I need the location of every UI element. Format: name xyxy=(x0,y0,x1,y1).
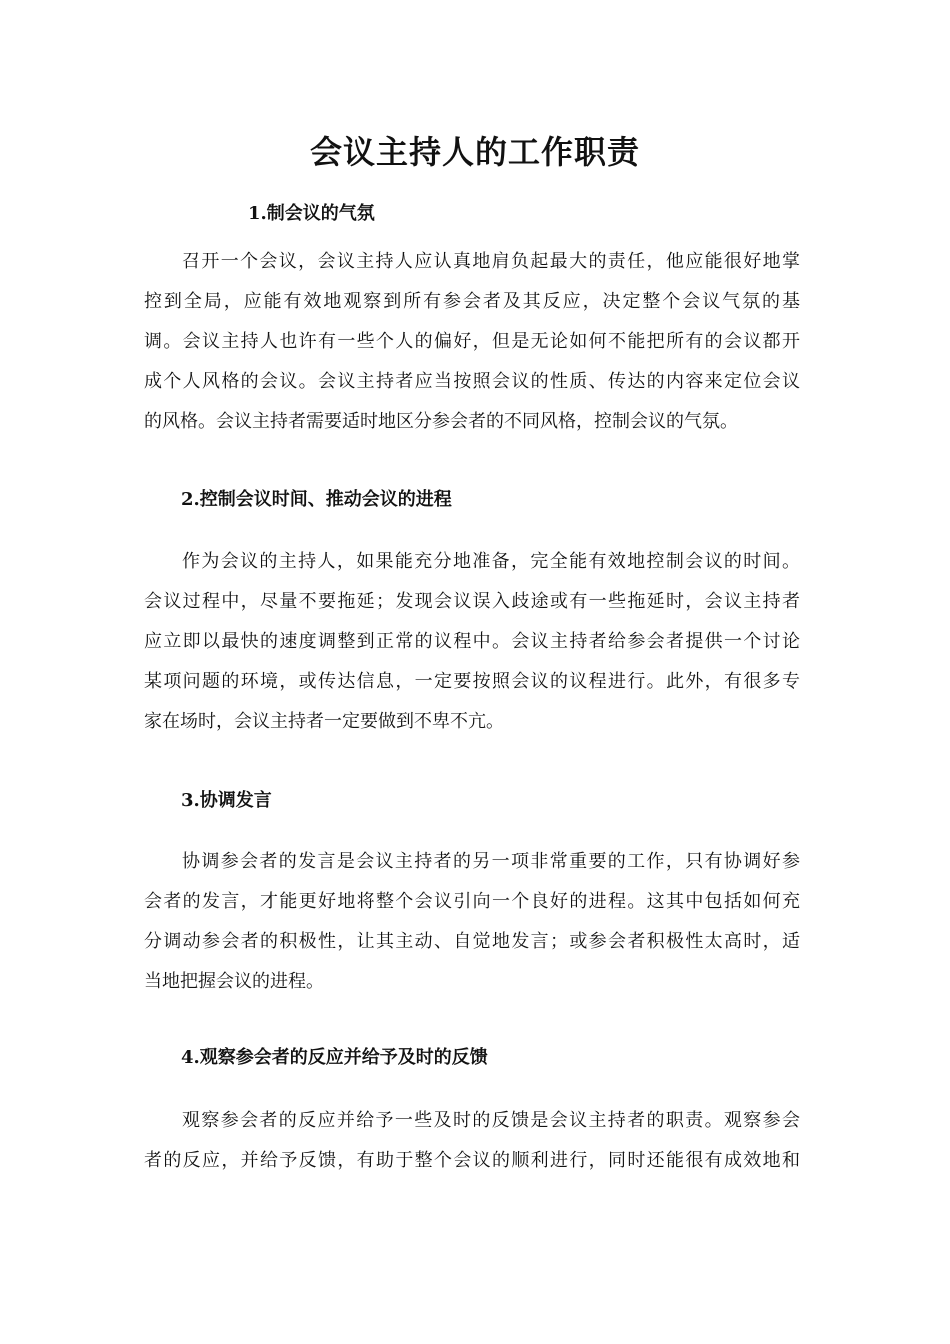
paragraph-line: 协调参会者的发言是会议主持者的另一项非常重要的工作，只有协调好参 xyxy=(182,851,800,872)
paragraph-line: 某项问题的环境，或传达信息，一定要按照会议的议程进行。此外，有很多专 xyxy=(144,671,800,692)
section-heading-2: 2.控制会议时间、推动会议的进程 xyxy=(181,489,452,510)
document-title: 会议主持人的工作职责 xyxy=(309,133,640,171)
paragraph-line: 会者的发言，才能更好地将整个会议引向一个良好的进程。这其中包括如何充 xyxy=(144,891,800,912)
section-paragraph-4 xyxy=(144,1101,800,1181)
section-paragraph-1 xyxy=(144,242,800,442)
paragraph-line: 家在场时，会议主持者一定要做到不卑不亢。 xyxy=(144,711,504,732)
paragraph-line: 应立即以最快的速度调整到正常的议程中。会议主持者给参会者提供一个讨论 xyxy=(144,631,800,652)
paragraph-line: 调。会议主持人也许有一些个人的偏好，但是无论如何不能把所有的会议都开 xyxy=(144,331,800,352)
paragraph-line: 会议过程中，尽量不要拖延；发现会议误入歧途或有一些拖延时，会议主持者 xyxy=(144,591,800,612)
paragraph-line: 控到全局，应能有效地观察到所有参会者及其反应，决定整个会议气氛的基 xyxy=(144,291,800,312)
section-paragraph-3 xyxy=(144,842,800,1002)
paragraph-line: 召开一个会议，会议主持人应认真地肩负起最大的责任，他应能很好地掌 xyxy=(182,251,800,272)
section-paragraph-2 xyxy=(144,542,800,742)
paragraph-line: 者的反应，并给予反馈，有助于整个会议的顺利进行，同时还能很有成效地和 xyxy=(144,1150,800,1171)
section-heading-3: 3.协调发言 xyxy=(181,790,272,811)
paragraph-line: 成个人风格的会议。会议主持者应当按照会议的性质、传达的内容来定位会议 xyxy=(144,371,800,392)
paragraph-line: 的风格。会议主持者需要适时地区分参会者的不同风格，控制会议的气氛。 xyxy=(144,411,738,432)
paragraph-line: 分调动参会者的积极性，让其主动、自觉地发言；或参会者积极性太高时，适 xyxy=(144,931,800,952)
paragraph-line: 观察参会者的反应并给予一些及时的反馈是会议主持者的职责。观察参会 xyxy=(182,1110,800,1131)
section-heading-1: 1.制会议的气氛 xyxy=(248,203,375,224)
section-heading-4: 4.观察参会者的反应并给予及时的反馈 xyxy=(181,1047,488,1068)
paragraph-line: 作为会议的主持人，如果能充分地准备，完全能有效地控制会议的时间。 xyxy=(182,551,800,572)
paragraph-line: 当地把握会议的进程。 xyxy=(144,971,324,992)
